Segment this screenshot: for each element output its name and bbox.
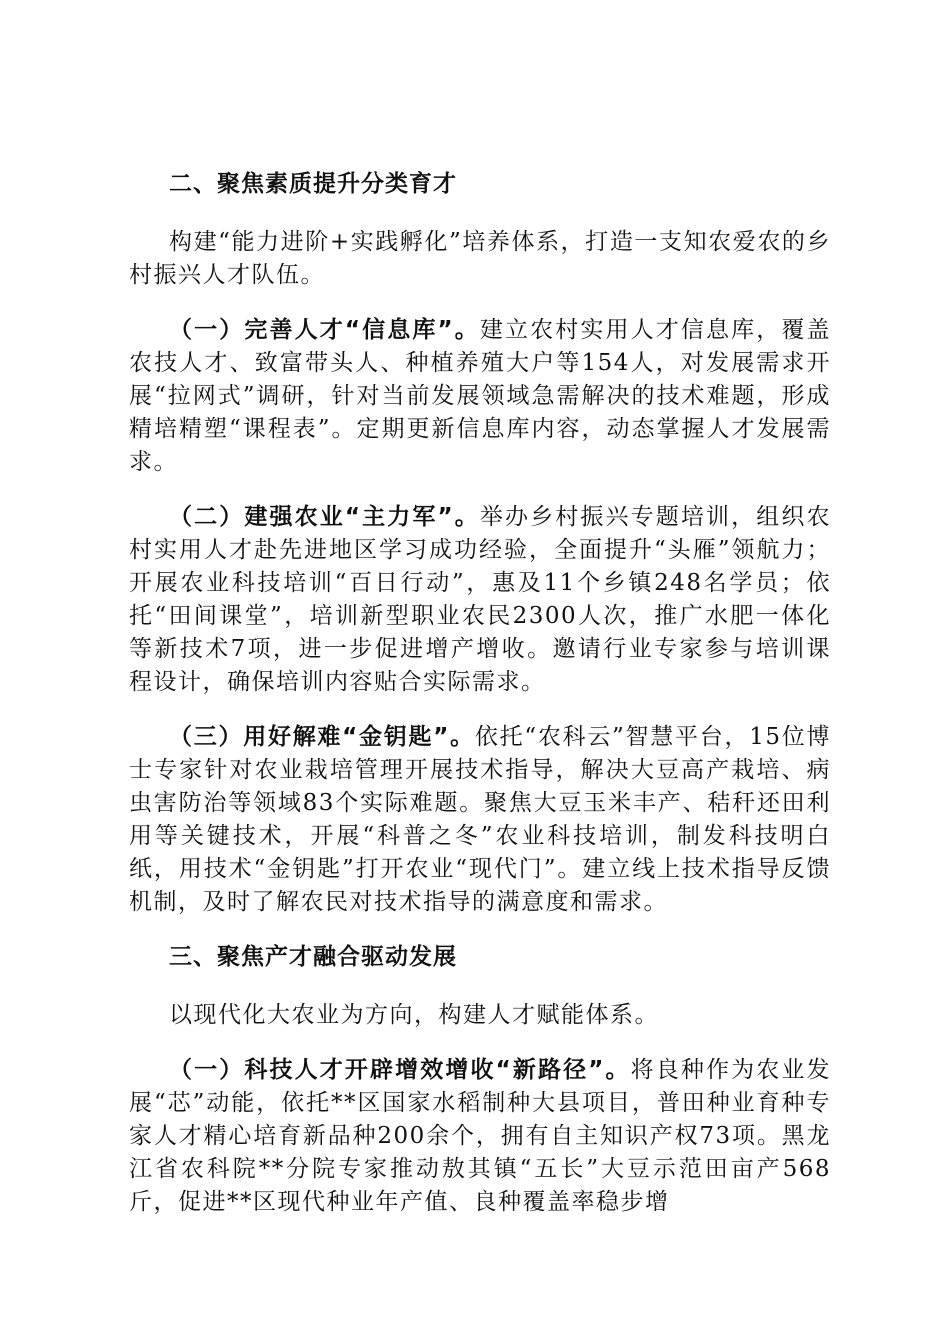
paragraph-item (129, 314, 831, 479)
paragraph-body: 依托“农科云”智慧平台，15位博士专家针对农业栽培管理开展技术指导，解决大豆高产栽培、病虫害防治等领域83个实际难题。聚焦大豆玉米丰产、秸秆还田利用等关键技术，开展“科普之冬”农业科技培训，制发科技明白纸，用技术“金钥匙”打开农业“现代门”。建立线上技术指导反馈机制，及时了解农民对技术指导的满意度和需求。 (129, 724, 831, 915)
paragraph-body: 建立农村实用人才信息库，覆盖农技人才、致富带头人、种植养殖大户等154人，对发展需求开展“拉网式”调研，针对当前发展领域急需解决的技术难题，形成精培精塑“课程表”。定期更新信息库内容，动态掌握人才发展需求。 (129, 317, 832, 475)
paragraph-lead: （二）建强农业“主力军”。 (169, 504, 480, 530)
paragraph-body: 将良种作为农业发展“芯”动能，依托**区国家水稻制种大县项目，普田种业育种专家人才精心培育新品种200余个，拥有自主知识产权73项。黑龙江省农科院**分院专家推动敖其镇“五长”大豆示范田亩产568斤，促进**区现代种业年产值、良种覆盖率稳步增 (129, 1057, 832, 1215)
paragraph-lead: （一）科技人才开辟增效增收“新路径”。 (169, 1057, 631, 1083)
paragraph-item (129, 1054, 831, 1219)
section-heading: 三、聚焦产才融合驱动发展 (169, 944, 457, 970)
document-page (129, 168, 831, 1219)
section-intro: 以现代化大农业为方向，构建人才赋能体系。 (169, 1002, 659, 1028)
paragraph-item (129, 501, 831, 699)
section-heading: 二、聚焦素质提升分类育才 (169, 171, 457, 197)
paragraph-item (129, 721, 831, 919)
section-intro: 构建“能力进阶+实践孵化”培养体系，打造一支知农爱农的乡村振兴人才队伍。 (129, 229, 831, 288)
paragraph-lead: （一）完善人才“信息库”。 (169, 317, 480, 343)
paragraph-body: 举办乡村振兴专题培训，组织农村实用人才赴先进地区学习成功经验，全面提升“头雁”领航力；开展农业科技培训“百日行动”，惠及11个乡镇248名学员；依托“田间课堂”，培训新型职业农民2300人次，推广水肥一体化等新技术7项，进一步促进增产增收。邀请行业专家参与培训课程设计，确保培训内容贴合实际需求。 (129, 504, 832, 695)
paragraph-lead: （三）用好解难“金钥匙”。 (169, 724, 475, 750)
